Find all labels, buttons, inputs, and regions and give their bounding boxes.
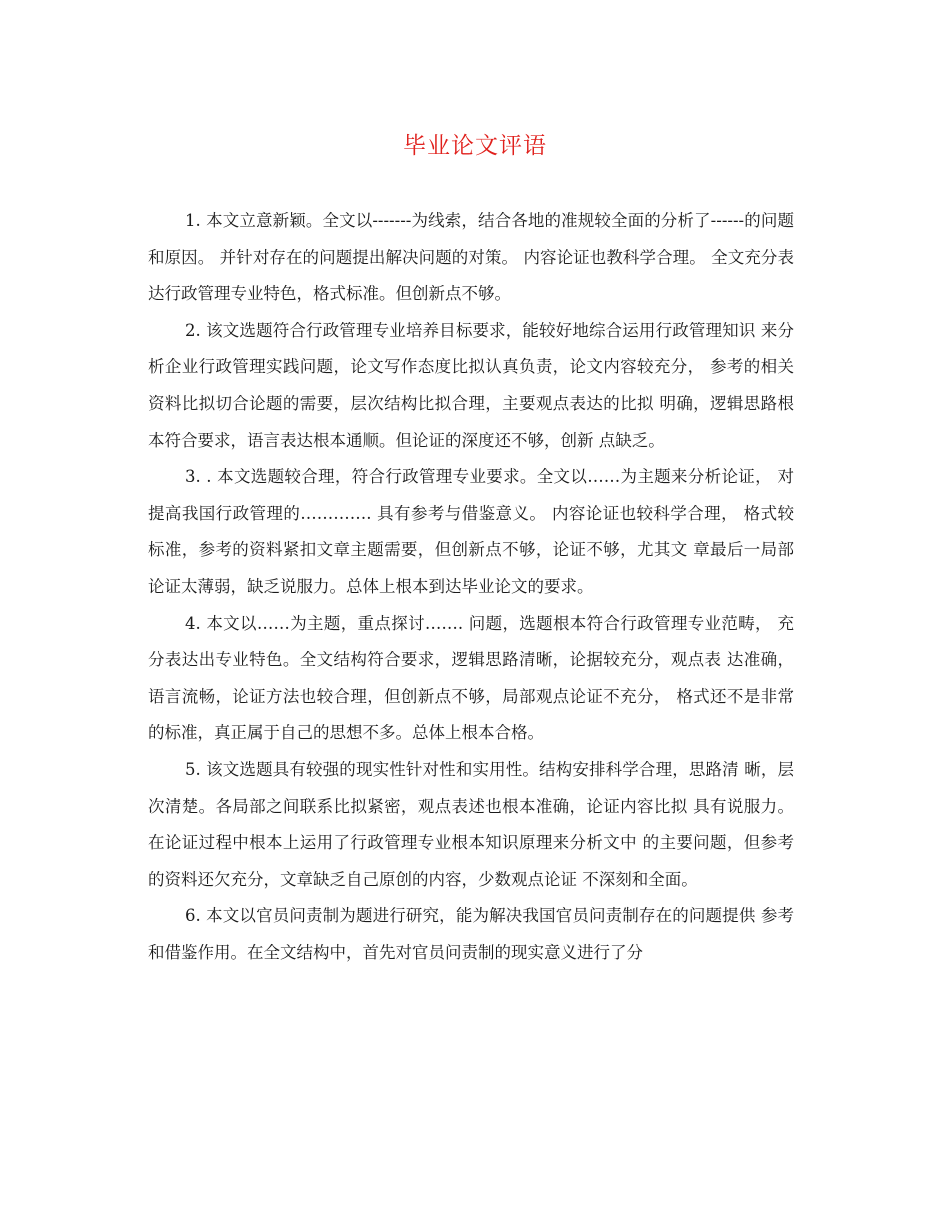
paragraph-6: 6. 本文以官员问责制为题进行研究，能为解决我国官员问责制存在的问题提供 参考和借鉴作用。在全文结构中，首先对官员问责制的现实意义进行了分 xyxy=(148,906,794,962)
paragraph-2: 2. 该文选题符合行政管理专业培养目标要求，能较好地综合运用行政管理知识 来分析企业行政管理实践问题，论文写作态度比拟认真负责，论文内容较充分， 参考的相关资料比拟切合论题的需要，层次结构比拟合理，主要观点表达的比拟 明确，逻辑思路根本符合要求，语言表达根本通顺。但论证的深度还不够，创新 点缺乏。 xyxy=(148,320,794,450)
document-body xyxy=(148,203,794,971)
paragraph-4: 4. 本文以……为主题，重点探讨……. 问题，选题根本符合行政管理专业范畴， 充分表达出专业特色。全文结构符合要求，逻辑思路清晰，论据较充分，观点表 达准确，语言流畅，论证方法也较合理，但创新点不够，局部观点论证不充分， 格式还不是非常的标准，真正属于自己的思想不多。总体上根本合格。 xyxy=(148,613,794,743)
document-title: 毕业论文评语 xyxy=(403,133,547,159)
paragraph-3: 3. . 本文选题较合理，符合行政管理专业要求。全文以……为主题来分析论证， 对提高我国行政管理的…………. 具有参考与借鉴意义。 内容论证也较科学合理， 格式较标准，参考的资料紧扣文章主题需要，但创新点不够，论证不够，尤其文 章最后一局部论证太薄弱，缺乏说服力。总体上根本到达毕业论文的要求。 xyxy=(148,467,794,596)
paragraph-5: 5. 该文选题具有较强的现实性针对性和实用性。结构安排科学合理，思路清 晰，层次清楚。各局部之间联系比拟紧密，观点表述也根本准确，论证内容比拟 具有说服力。 在论证过程中根本上运用了行政管理专业根本知识原理来分析文中 的主要问题，但参考的资料还欠充分，文章缺乏自己原创的内容，少数观点论证 不深刻和全面。 xyxy=(148,759,794,889)
paragraph-1: 1. 本文立意新颖。全文以-------为线索，结合各地的准规较全面的分析了------的问题和原因。 并针对存在的问题提出解决问题的对策。 内容论证也教科学合理。 全文充分表达行政管理专业特色，格式标准。但创新点不够。 xyxy=(148,211,794,304)
